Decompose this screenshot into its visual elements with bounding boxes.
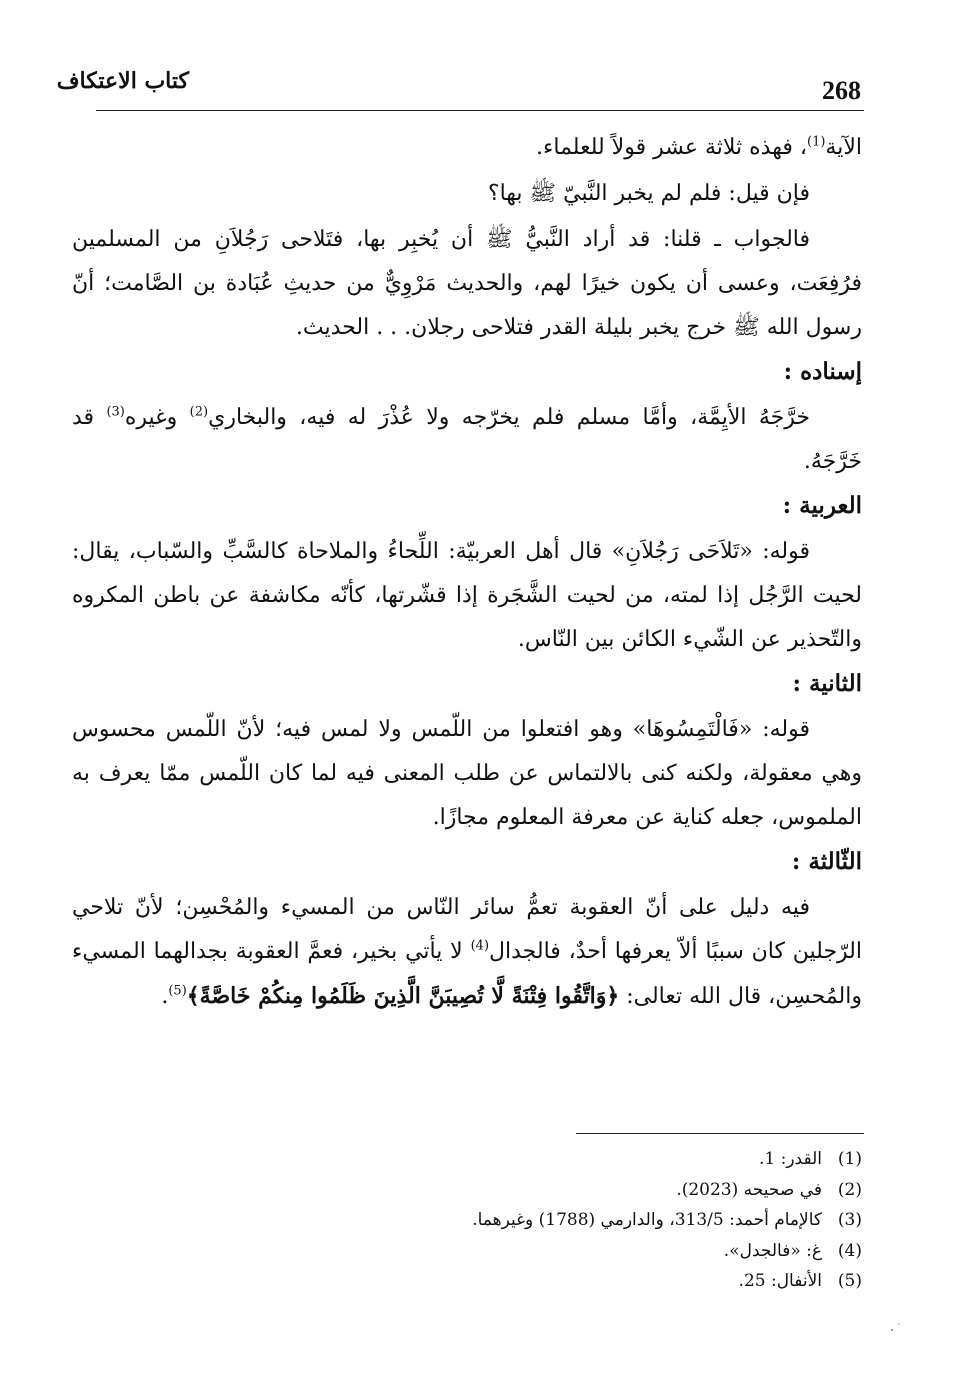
footnote-ref-5[interactable]: (5) — [168, 983, 187, 999]
footnote-ref-4[interactable]: (4) — [470, 938, 490, 954]
paragraph-5: قوله: «تَلاَحَى رَجُلاَنِ» قال أهل العربيّة: اللِّحاءُ والملاحاة كالسَّبِّ والسّباب، يقال: لحيت الرَّجُل إذا لمته، من لحيت الشَّجَرة إذا قشّرتها، كأنّه مكاشفة عن باطن المكروه والتّحذير عن الشّيء الكائن بين النّاس. — [72, 539, 862, 652]
heading-thalitha: الثّالثة : — [791, 848, 862, 875]
page-number: 268 — [822, 76, 861, 105]
footnote-ref-3[interactable]: (3) — [106, 404, 125, 420]
running-title: كتاب الاعتكاف — [56, 68, 189, 94]
paragraph-2: فإن قيل: فلم لم يخبر النَّبيّ ﷺ بها؟ — [487, 181, 810, 206]
heading-thaniya: الثانية : — [792, 670, 862, 697]
footnote-3: (3) كالإمام أحمد: 313/5، والدارمي (1788) وغيرهما. — [472, 1210, 862, 1230]
footnote-ref-1[interactable]: (1) — [806, 134, 826, 150]
paragraph-1: الآية$^{(1)}$، فهذه ثلاثة عشر قولاً للعلماء. — [536, 134, 862, 160]
footnote-ref-2[interactable]: (2) — [189, 404, 209, 420]
footnote-5: (5) الأنفال: 25. — [738, 1271, 862, 1291]
footnote-4: (4) غ: «فالجدل». — [723, 1240, 862, 1261]
heading-arabiyya: العربية : — [782, 492, 862, 519]
footnote-2: (2) في صحيحه (2023). — [676, 1179, 862, 1200]
footnote-1: (1) القدر: 1. — [758, 1149, 862, 1169]
header-rule — [96, 110, 864, 111]
scan-speck — [886, 1318, 908, 1338]
page-header — [0, 0, 956, 116]
paragraph-6: قوله: «فَالْتَمِسُوهَا» وهو افتعلوا من اللّمس ولا لمس فيه؛ لأنّ اللّمس محسوس وهي معقولة، ولكنه كنى بالالتماس عن طلب المعنى فيه لما كان اللّمس ممّا يعرف به الملموس، جعله كناية عن معرفة المعلوم مجازًا. — [72, 717, 862, 830]
footnote-rule — [576, 1133, 864, 1134]
paragraph-7: فيه دليل على أنّ العقوبة تعمُّ سائر النّاس من المسيء والمُحْسِن؛ لأنّ تلاحي الرّجلين كان سببًا ألاّ يعرفها أحدٌ، فالجدال$^{(4)}$ لا يأتي بخير، فعمَّ العقوبة بجدالهما المسيء والمُحسِن، قال الله تعالى: ﴿وَاتَّقُوا فِتْنَةً لَّا تُصِيبَنَّ الَّذِينَ ظَلَمُوا مِنكُمْ خَاصَّةً﴾$^{(5)}$. — [72, 895, 863, 1009]
footnotes — [72, 1144, 862, 1297]
paragraph-4: خرَّجَهُ الأيِمَّة، وأمَّا مسلم فلم يخرّجه ولا عُذْرَ له فيه، والبخاري$^{(2)}$ وغيره$^{(3)}$ قد خَرَّجَهُ. — [72, 404, 862, 474]
paragraph-3: فالجواب ـ قلنا: قد أراد النَّبيُّ ﷺ أن يُخبِر بها، فتَلاحى رَجُلاَنِ من المسلمين فرُفِعَت، وعسى أن يكون خيرًا لهم، والحديث مَرْوِيٌّ من حديثِ عُبَادة بن الصَّامت؛ أنّ رسول الله ﷺ خرج يخبر بليلة القدر فتلاحى رجلان. . . الحديث. — [72, 227, 862, 340]
quran-quote: ﴿وَاتَّقُوا فِتْنَةً لَّا تُصِيبَنَّ الَّذِينَ ظَلَمُوا مِنكُمْ خَاصَّةً﴾ — [186, 983, 620, 1009]
heading-isnad: إسناده : — [783, 358, 862, 385]
main-text — [72, 126, 862, 1019]
